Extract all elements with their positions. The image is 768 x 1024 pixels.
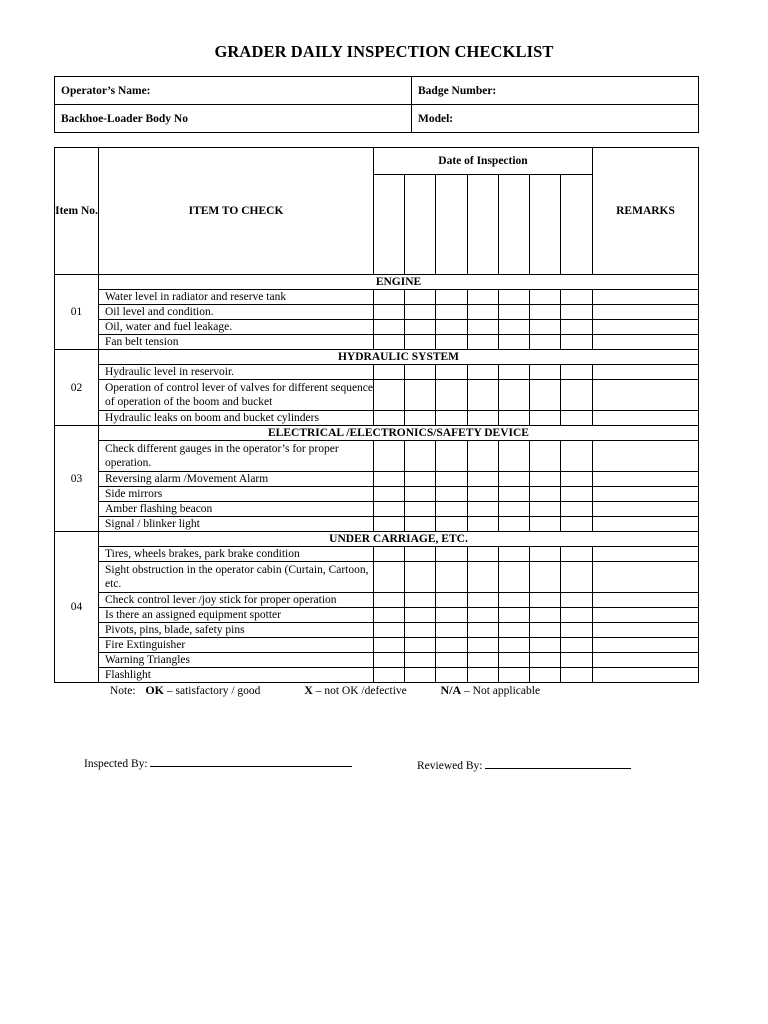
inspection-check-cell[interactable] xyxy=(405,305,436,320)
inspection-check-cell[interactable] xyxy=(530,320,561,335)
table-row xyxy=(55,290,699,305)
inspection-check-cell[interactable] xyxy=(405,653,436,668)
inspection-check-cell[interactable] xyxy=(499,502,530,517)
checklist-item: Warning Triangles xyxy=(99,653,374,668)
inspection-check-cell[interactable] xyxy=(405,638,436,653)
inspection-check-cell[interactable] xyxy=(436,365,468,380)
checklist-item: Oil, water and fuel leakage. xyxy=(99,320,374,335)
inspection-check-cell[interactable] xyxy=(561,472,593,487)
inspection-check-cell[interactable] xyxy=(561,380,593,411)
inspection-check-cell[interactable] xyxy=(405,502,436,517)
inspection-check-cell[interactable] xyxy=(436,441,468,472)
inspection-check-cell[interactable] xyxy=(468,335,499,350)
checklist-item: Reversing alarm /Movement Alarm xyxy=(99,472,374,487)
inspection-check-cell[interactable] xyxy=(499,517,530,532)
inspection-check-cell[interactable] xyxy=(530,562,561,593)
inspection-check-cell[interactable] xyxy=(374,365,405,380)
date-of-inspection-header: Date of Inspection xyxy=(374,148,593,175)
remarks-cell[interactable] xyxy=(593,638,699,653)
section-number: 02 xyxy=(55,350,99,426)
remarks-cell[interactable] xyxy=(593,365,699,380)
inspection-check-cell[interactable] xyxy=(374,290,405,305)
inspection-check-cell[interactable] xyxy=(561,653,593,668)
inspection-check-cell[interactable] xyxy=(530,487,561,502)
inspection-check-cell[interactable] xyxy=(468,653,499,668)
inspection-check-cell[interactable] xyxy=(374,335,405,350)
remarks-cell[interactable] xyxy=(593,290,699,305)
item-no-header: Item No. xyxy=(55,148,99,275)
inspection-check-cell[interactable] xyxy=(436,411,468,426)
inspection-check-cell[interactable] xyxy=(405,320,436,335)
inspection-check-cell[interactable] xyxy=(405,668,436,683)
inspection-check-cell[interactable] xyxy=(436,290,468,305)
operator-name-field[interactable]: Operator’s Name: xyxy=(55,77,412,105)
checklist-item: Hydraulic level in reservoir. xyxy=(99,365,374,380)
x-text: – not OK /defective xyxy=(312,685,407,697)
inspection-check-cell[interactable] xyxy=(436,472,468,487)
inspection-check-cell[interactable] xyxy=(468,290,499,305)
table-row xyxy=(55,638,699,653)
inspection-check-cell[interactable] xyxy=(436,547,468,562)
table-row xyxy=(55,380,699,411)
ok-text: – satisfactory / good xyxy=(163,685,261,697)
inspection-check-cell[interactable] xyxy=(530,668,561,683)
checklist-item: Signal / blinker light xyxy=(99,517,374,532)
checklist-item: Tires, wheels brakes, park brake condition xyxy=(99,547,374,562)
date-column-cell[interactable] xyxy=(468,175,499,275)
inspection-check-cell[interactable] xyxy=(499,668,530,683)
inspection-check-cell[interactable] xyxy=(374,411,405,426)
page-title: GRADER DAILY INSPECTION CHECKLIST xyxy=(214,42,554,61)
checklist-item: Check different gauges in the operator’s for proper operation. xyxy=(99,441,374,472)
inspection-check-cell[interactable] xyxy=(468,593,499,608)
reviewed-by-block xyxy=(417,757,631,772)
inspection-check-cell[interactable] xyxy=(530,335,561,350)
remarks-cell[interactable] xyxy=(593,502,699,517)
table-row xyxy=(55,365,699,380)
section-header: ELECTRICAL /ELECTRONICS/SAFETY DEVICE xyxy=(99,426,699,441)
inspection-check-cell[interactable] xyxy=(374,502,405,517)
inspection-check-cell[interactable] xyxy=(374,547,405,562)
reviewed-by-signature-line[interactable] xyxy=(485,757,631,769)
inspection-check-cell[interactable] xyxy=(561,335,593,350)
inspection-check-cell[interactable] xyxy=(436,623,468,638)
inspection-check-cell[interactable] xyxy=(374,472,405,487)
inspection-check-cell[interactable] xyxy=(374,517,405,532)
inspection-check-cell[interactable] xyxy=(436,517,468,532)
inspection-check-cell[interactable] xyxy=(436,638,468,653)
remarks-cell[interactable] xyxy=(593,562,699,593)
inspection-check-cell[interactable] xyxy=(436,305,468,320)
x-code: X xyxy=(304,683,313,697)
table-row xyxy=(55,320,699,335)
inspection-check-cell[interactable] xyxy=(499,623,530,638)
date-column-cell[interactable] xyxy=(499,175,530,275)
inspection-check-cell[interactable] xyxy=(530,593,561,608)
inspection-check-cell[interactable] xyxy=(499,653,530,668)
table-row xyxy=(55,517,699,532)
remarks-cell[interactable] xyxy=(593,593,699,608)
checklist-item: Fan belt tension xyxy=(99,335,374,350)
inspection-check-cell[interactable] xyxy=(374,441,405,472)
inspection-check-cell[interactable] xyxy=(530,411,561,426)
section-header: ENGINE xyxy=(99,275,699,290)
inspection-check-cell[interactable] xyxy=(405,380,436,411)
inspection-check-cell[interactable] xyxy=(499,562,530,593)
inspection-check-cell[interactable] xyxy=(405,411,436,426)
inspected-by-label: Inspected By: xyxy=(84,758,148,770)
inspection-check-cell[interactable] xyxy=(530,623,561,638)
remarks-cell[interactable] xyxy=(593,623,699,638)
ok-code: OK xyxy=(145,683,164,697)
reviewed-by-label: Reviewed By: xyxy=(417,760,483,772)
inspection-check-cell[interactable] xyxy=(530,380,561,411)
inspection-check-cell[interactable] xyxy=(499,365,530,380)
model-field[interactable]: Model: xyxy=(412,105,699,133)
inspection-check-cell[interactable] xyxy=(436,502,468,517)
inspection-check-cell[interactable] xyxy=(405,441,436,472)
table-row xyxy=(55,623,699,638)
item-to-check-header: ITEM TO CHECK xyxy=(99,148,374,275)
inspection-check-cell[interactable] xyxy=(530,517,561,532)
table-row xyxy=(55,487,699,502)
inspection-check-cell[interactable] xyxy=(374,562,405,593)
checklist-item: Operation of control lever of valves for different sequence of operation of the boom and bucket xyxy=(99,380,374,411)
inspection-check-cell[interactable] xyxy=(468,380,499,411)
inspection-check-cell[interactable] xyxy=(405,365,436,380)
inspection-check-cell[interactable] xyxy=(405,623,436,638)
checklist-item: Oil level and condition. xyxy=(99,305,374,320)
inspection-check-cell[interactable] xyxy=(436,593,468,608)
inspection-check-cell[interactable] xyxy=(561,305,593,320)
inspection-check-cell[interactable] xyxy=(499,608,530,623)
remarks-cell[interactable] xyxy=(593,517,699,532)
inspection-check-cell[interactable] xyxy=(405,608,436,623)
inspection-check-cell[interactable] xyxy=(374,638,405,653)
checklist-item: Fire Extinguisher xyxy=(99,638,374,653)
inspection-check-cell[interactable] xyxy=(561,623,593,638)
inspection-check-cell[interactable] xyxy=(468,547,499,562)
inspection-check-cell[interactable] xyxy=(530,365,561,380)
na-code: N/A xyxy=(440,683,462,697)
table-row xyxy=(55,653,699,668)
checklist-item: Side mirrors xyxy=(99,487,374,502)
inspection-check-cell[interactable] xyxy=(374,668,405,683)
inspection-check-cell[interactable] xyxy=(468,668,499,683)
table-row xyxy=(55,472,699,487)
inspection-check-cell[interactable] xyxy=(436,487,468,502)
inspection-check-cell[interactable] xyxy=(374,593,405,608)
inspection-check-cell[interactable] xyxy=(499,305,530,320)
inspection-check-cell[interactable] xyxy=(561,638,593,653)
inspection-check-cell[interactable] xyxy=(561,547,593,562)
checklist-item: Pivots, pins, blade, safety pins xyxy=(99,623,374,638)
inspection-check-cell[interactable] xyxy=(374,653,405,668)
inspection-check-cell[interactable] xyxy=(468,305,499,320)
body-no-field[interactable]: Backhoe-Loader Body No xyxy=(55,105,412,133)
table-row xyxy=(55,608,699,623)
remarks-cell[interactable] xyxy=(593,320,699,335)
inspection-check-cell[interactable] xyxy=(405,487,436,502)
remarks-cell[interactable] xyxy=(593,305,699,320)
inspection-check-cell[interactable] xyxy=(499,487,530,502)
inspection-check-cell[interactable] xyxy=(530,305,561,320)
inspection-check-cell[interactable] xyxy=(405,593,436,608)
date-column-cell[interactable] xyxy=(530,175,561,275)
remarks-cell[interactable] xyxy=(593,608,699,623)
inspection-check-cell[interactable] xyxy=(468,608,499,623)
inspection-check-cell[interactable] xyxy=(530,653,561,668)
inspection-check-cell[interactable] xyxy=(468,411,499,426)
inspection-check-cell[interactable] xyxy=(468,562,499,593)
remarks-cell[interactable] xyxy=(593,668,699,683)
inspection-check-cell[interactable] xyxy=(499,335,530,350)
inspection-check-cell[interactable] xyxy=(499,290,530,305)
inspection-check-cell[interactable] xyxy=(561,668,593,683)
inspection-check-cell[interactable] xyxy=(499,638,530,653)
remarks-cell[interactable] xyxy=(593,547,699,562)
inspection-check-cell[interactable] xyxy=(561,411,593,426)
inspection-check-cell[interactable] xyxy=(405,335,436,350)
inspection-check-cell[interactable] xyxy=(436,335,468,350)
inspection-check-cell[interactable] xyxy=(561,365,593,380)
remarks-cell[interactable] xyxy=(593,472,699,487)
inspection-check-cell[interactable] xyxy=(530,608,561,623)
inspection-check-cell[interactable] xyxy=(374,305,405,320)
inspection-check-cell[interactable] xyxy=(530,502,561,517)
date-column-cell[interactable] xyxy=(405,175,436,275)
inspection-check-cell[interactable] xyxy=(530,638,561,653)
table-row xyxy=(55,562,699,593)
inspection-check-cell[interactable] xyxy=(561,487,593,502)
inspection-check-cell[interactable] xyxy=(405,517,436,532)
inspected-by-signature-line[interactable] xyxy=(150,755,352,767)
inspection-check-cell[interactable] xyxy=(405,290,436,305)
table-row xyxy=(55,441,699,472)
inspection-check-cell[interactable] xyxy=(436,320,468,335)
date-column-cell[interactable] xyxy=(561,175,593,275)
table-row xyxy=(55,305,699,320)
inspection-check-cell[interactable] xyxy=(499,593,530,608)
inspection-check-cell[interactable] xyxy=(436,668,468,683)
checklist-item: Hydraulic leaks on boom and bucket cylinders xyxy=(99,411,374,426)
inspection-check-cell[interactable] xyxy=(499,411,530,426)
table-row xyxy=(55,547,699,562)
inspection-check-cell[interactable] xyxy=(530,472,561,487)
inspection-check-cell[interactable] xyxy=(436,380,468,411)
inspection-check-cell[interactable] xyxy=(468,320,499,335)
checklist-item: Sight obstruction in the operator cabin (Curtain, Cartoon, etc. xyxy=(99,562,374,593)
inspection-check-cell[interactable] xyxy=(436,562,468,593)
inspection-check-cell[interactable] xyxy=(530,441,561,472)
badge-number-field[interactable]: Badge Number: xyxy=(412,77,699,105)
inspection-check-cell[interactable] xyxy=(436,608,468,623)
inspection-check-cell[interactable] xyxy=(561,593,593,608)
remarks-cell[interactable] xyxy=(593,441,699,472)
section-header: UNDER CARRIAGE, ETC. xyxy=(99,532,699,547)
na-text: – Not applicable xyxy=(461,685,541,697)
inspection-check-cell[interactable] xyxy=(499,320,530,335)
inspected-by-block xyxy=(84,755,352,770)
legend-note xyxy=(110,683,540,698)
table-row xyxy=(55,411,699,426)
section-number: 03 xyxy=(55,426,99,532)
inspection-check-cell[interactable] xyxy=(468,517,499,532)
remarks-cell[interactable] xyxy=(593,487,699,502)
inspection-check-cell[interactable] xyxy=(405,547,436,562)
inspection-check-cell[interactable] xyxy=(468,638,499,653)
inspection-check-cell[interactable] xyxy=(468,487,499,502)
checklist-item: Check control lever /joy stick for proper operation xyxy=(99,593,374,608)
inspection-check-cell[interactable] xyxy=(374,608,405,623)
inspection-check-cell[interactable] xyxy=(499,380,530,411)
note-prefix: Note: xyxy=(110,685,136,697)
inspection-check-cell[interactable] xyxy=(374,380,405,411)
inspection-check-cell[interactable] xyxy=(561,562,593,593)
checklist-item: Flashlight xyxy=(99,668,374,683)
checklist-item: Water level in radiator and reserve tank xyxy=(99,290,374,305)
section-number: 04 xyxy=(55,532,99,683)
inspection-check-cell[interactable] xyxy=(561,502,593,517)
inspection-check-cell[interactable] xyxy=(468,365,499,380)
table-row xyxy=(55,668,699,683)
inspection-check-cell[interactable] xyxy=(468,502,499,517)
inspection-check-cell[interactable] xyxy=(499,472,530,487)
inspection-check-cell[interactable] xyxy=(561,290,593,305)
inspection-check-cell[interactable] xyxy=(561,320,593,335)
section-number: 01 xyxy=(55,275,99,350)
inspection-check-cell[interactable] xyxy=(499,547,530,562)
checklist-item: Is there an assigned equipment spotter xyxy=(99,608,374,623)
header-info-table xyxy=(54,76,699,133)
inspection-check-cell[interactable] xyxy=(468,441,499,472)
section-header: HYDRAULIC SYSTEM xyxy=(99,350,699,365)
inspection-check-cell[interactable] xyxy=(561,517,593,532)
inspection-check-cell[interactable] xyxy=(436,653,468,668)
inspection-check-cell[interactable] xyxy=(374,623,405,638)
remarks-header: REMARKS xyxy=(593,148,699,275)
inspection-check-cell[interactable] xyxy=(561,441,593,472)
date-column-cell[interactable] xyxy=(436,175,468,275)
checklist-item: Amber flashing beacon xyxy=(99,502,374,517)
remarks-cell[interactable] xyxy=(593,335,699,350)
table-row xyxy=(55,335,699,350)
inspection-check-cell[interactable] xyxy=(405,472,436,487)
inspection-check-cell[interactable] xyxy=(530,547,561,562)
inspection-table xyxy=(54,147,699,683)
inspection-check-cell[interactable] xyxy=(374,320,405,335)
remarks-cell[interactable] xyxy=(593,411,699,426)
inspection-check-cell[interactable] xyxy=(499,441,530,472)
table-row xyxy=(55,593,699,608)
date-column-cell[interactable] xyxy=(374,175,405,275)
inspection-check-cell[interactable] xyxy=(468,472,499,487)
inspection-check-cell[interactable] xyxy=(468,623,499,638)
inspection-check-cell[interactable] xyxy=(561,608,593,623)
remarks-cell[interactable] xyxy=(593,380,699,411)
inspection-check-cell[interactable] xyxy=(530,290,561,305)
remarks-cell[interactable] xyxy=(593,653,699,668)
inspection-check-cell[interactable] xyxy=(374,487,405,502)
inspection-check-cell[interactable] xyxy=(405,562,436,593)
table-row xyxy=(55,502,699,517)
